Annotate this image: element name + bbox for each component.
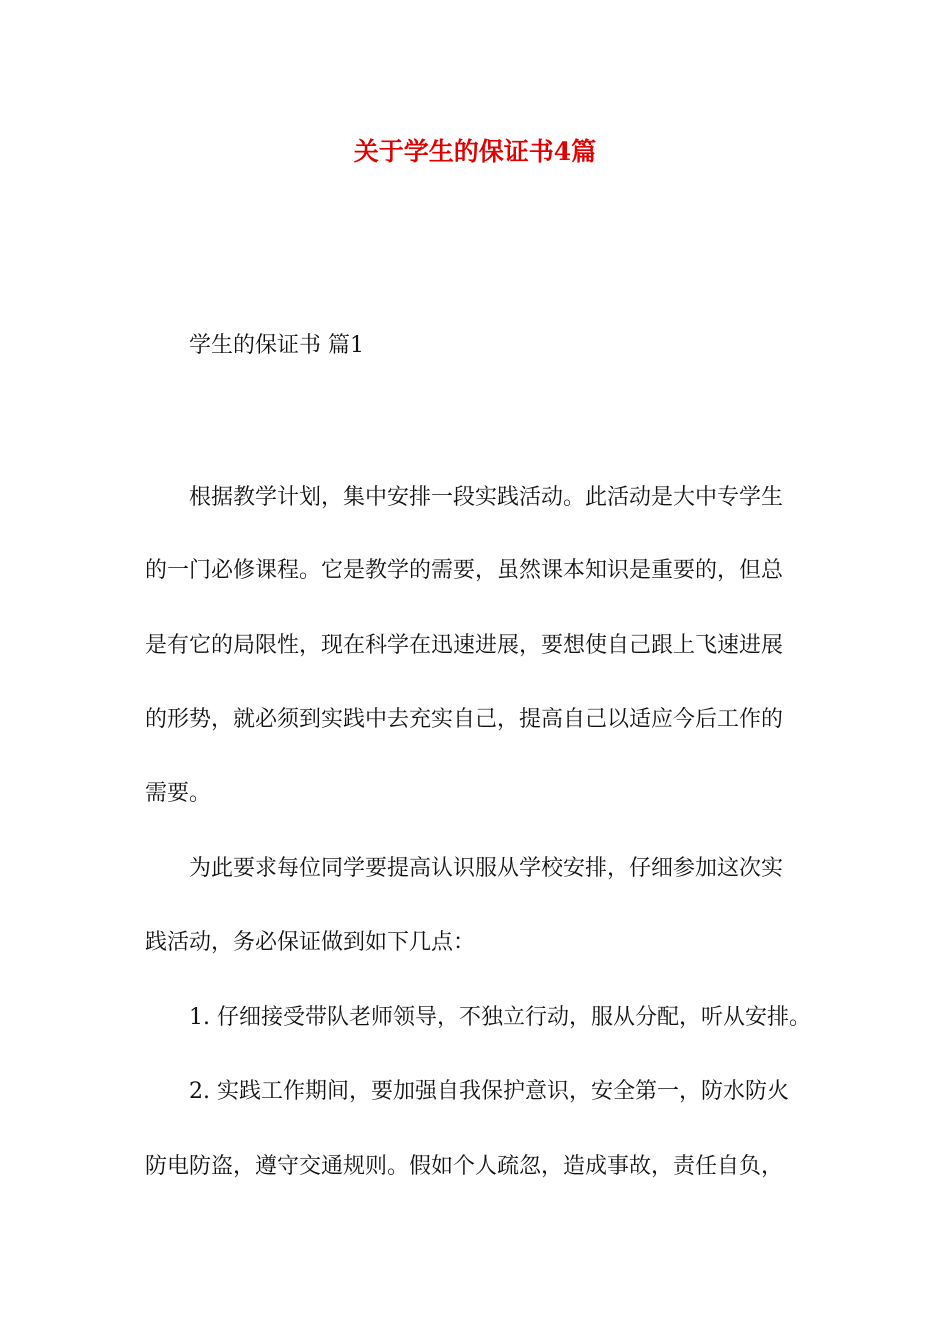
list-item: 1. 仔细接受带队老师领导，不独立行动，服从分配，听从安排。 — [189, 1005, 811, 1030]
paragraph-line: 践活动，务必保证做到如下几点： — [145, 930, 476, 955]
list-item: 2. 实践工作期间，要加强自我保护意识，安全第一，防水防火 — [189, 1079, 789, 1104]
section-heading: 学生的保证书 篇1 — [189, 333, 364, 358]
paragraph-line: 的一门必修课程。它是教学的需要，虽然课本知识是重要的，但总 — [145, 558, 784, 583]
paragraph-line: 为此要求每位同学要提高认识服从学校安排，仔细参加这次实 — [189, 856, 784, 881]
paragraph-line: 防电防盗，遵守交通规则。假如个人疏忽，造成事故，责任自负， — [145, 1154, 784, 1179]
paragraph-line: 是有它的局限性，现在科学在迅速进展，要想使自己跟上飞速进展 — [145, 633, 784, 658]
paragraph-line: 的形势，就必须到实践中去充实自己，提高自己以适应今后工作的 — [145, 707, 784, 732]
paragraph-line: 需要。 — [145, 781, 212, 806]
paragraph-line: 根据教学计划，集中安排一段实践活动。此活动是大中专学生 — [189, 485, 784, 510]
document-title: 关于学生的保证书4篇 — [353, 137, 597, 166]
